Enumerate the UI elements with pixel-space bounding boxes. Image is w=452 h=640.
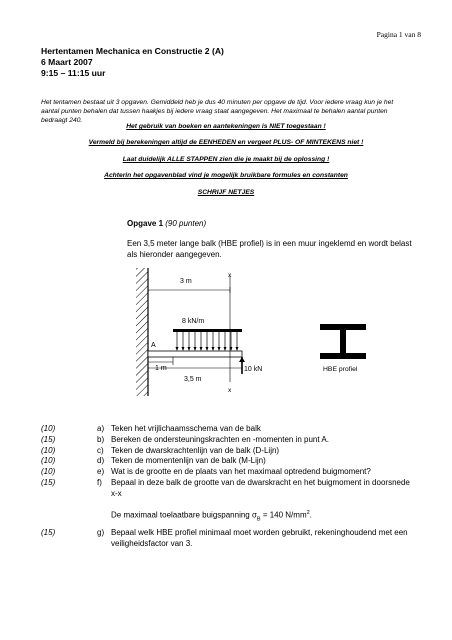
section-bottom-label: x [228, 387, 232, 394]
beam [148, 351, 242, 357]
question-text: Teken de momentenlijn van de balk (M-Lijn) [111, 456, 266, 466]
wall-hatching [136, 268, 148, 396]
question-label: a) [97, 424, 105, 433]
hbe-profile-figure [318, 322, 368, 362]
question-points: (15) [41, 478, 56, 487]
question-label: d) [97, 456, 105, 466]
question-label: f) [97, 478, 102, 487]
stress-suffix: = 140 N/mm [260, 510, 307, 520]
question-points: (10) [41, 456, 56, 466]
distributed-load-bar [173, 329, 242, 332]
profile-label: HBE profiel [323, 366, 358, 373]
exam-date: 6 Maart 2007 [41, 57, 93, 67]
allowable-stress [111, 508, 312, 525]
opgave-points: (90 punten) [165, 219, 207, 228]
exam-time: 9:15 – 11:15 uur [41, 68, 106, 78]
page-number: Pagina 1 van 8 [376, 30, 421, 39]
question-text: Bepaal welk HBE profiel minimaal moet worden gebruikt, rekeninghoudend met een veiligheidsfactor van 3. [111, 528, 408, 548]
dimension-label-3m: 3 m [180, 278, 192, 285]
bottom-flange [320, 353, 366, 359]
distributed-load-arrows [177, 332, 237, 348]
point-a-label: A [151, 342, 156, 349]
rule-line: Achterin het opgavenblad vind je mogelijk bruikbare formules en constanten [104, 172, 348, 179]
opgave-heading [127, 219, 206, 228]
question-label: e) [97, 467, 105, 477]
question-label: g) [97, 528, 105, 537]
stress-subscript: B [256, 516, 261, 523]
rule-line: Laat duidelijk ALLE STAPPEN zien die je maakt bij de oplossing ! [122, 156, 330, 163]
question-text: Teken de dwarskrachtenlijn van de balk (D-Lijn) [111, 445, 280, 455]
intro-text: Het tentamen bestaat uit 3 opgaven. Gemiddeld heb je dus 40 minuten per opgave de tijd. Voor iedere vraag kun je het aantal punten behalen dat tussen haakjes bij iedere vraag staat aangegeven. Het maximaal te behalen aantal punten bedraagt 240. [41, 99, 394, 125]
opgave-description: Een 3,5 meter lange balk (HBE profiel) is in een muur ingeklemd en wordt belast als hieronder aangegeven. [127, 239, 412, 259]
top-flange [320, 324, 366, 330]
rule-line: Vermeld bij berekeningen altijd de EENHEDEN en vergeet PLUS- OF MINTEKENS niet ! [88, 139, 364, 146]
question-item [0, 528, 452, 558]
question-points: (15) [41, 434, 56, 444]
distributed-load-label: 8 kN/m [182, 318, 205, 325]
question-points: (10) [41, 424, 56, 433]
question-label: b) [97, 434, 105, 444]
dimension-label-1m: 1 m [155, 365, 167, 372]
point-load-arrowhead [239, 357, 245, 362]
question-points: (10) [41, 467, 56, 477]
stress-end: . [309, 510, 312, 520]
exam-title-line: Hertentamen Mechanica en Constructie 2 (A) [41, 46, 224, 56]
exam-title [41, 46, 224, 79]
stress-superscript: 2 [306, 510, 310, 516]
point-load-label: 10 kN [244, 366, 263, 373]
section-top-label: x [228, 272, 232, 279]
question-points: (10) [41, 445, 56, 455]
web [340, 330, 346, 353]
question-text: Bereken de ondersteuningskrachten en -momenten in punt A. [111, 434, 329, 444]
question-points: (15) [41, 528, 56, 537]
dimension-label-total: 3,5 m [184, 376, 202, 383]
distributed-load-arrowheads [176, 347, 239, 351]
question-list [0, 424, 452, 498]
opgave-title: Opgave 1 [127, 219, 164, 228]
question-text: Teken het vrijlichaamsschema van de balk [111, 424, 261, 433]
stress-prefix: De maximaal toelaatbare buigspanning σ [111, 510, 257, 520]
rule-line: Het gebruik van boeken en aantekeningen is NIET toegestaan ! [126, 123, 326, 130]
question-label: c) [97, 445, 104, 455]
rule-line: SCHRIJF NETJES [197, 189, 255, 196]
question-text: Bepaal in deze balk de grootte van de dwarskracht en het buigmoment in doorsnede x-x [111, 478, 410, 498]
question-text: Wat is de grootte en de plaats van het maximaal optredend buigmoment? [111, 467, 371, 477]
